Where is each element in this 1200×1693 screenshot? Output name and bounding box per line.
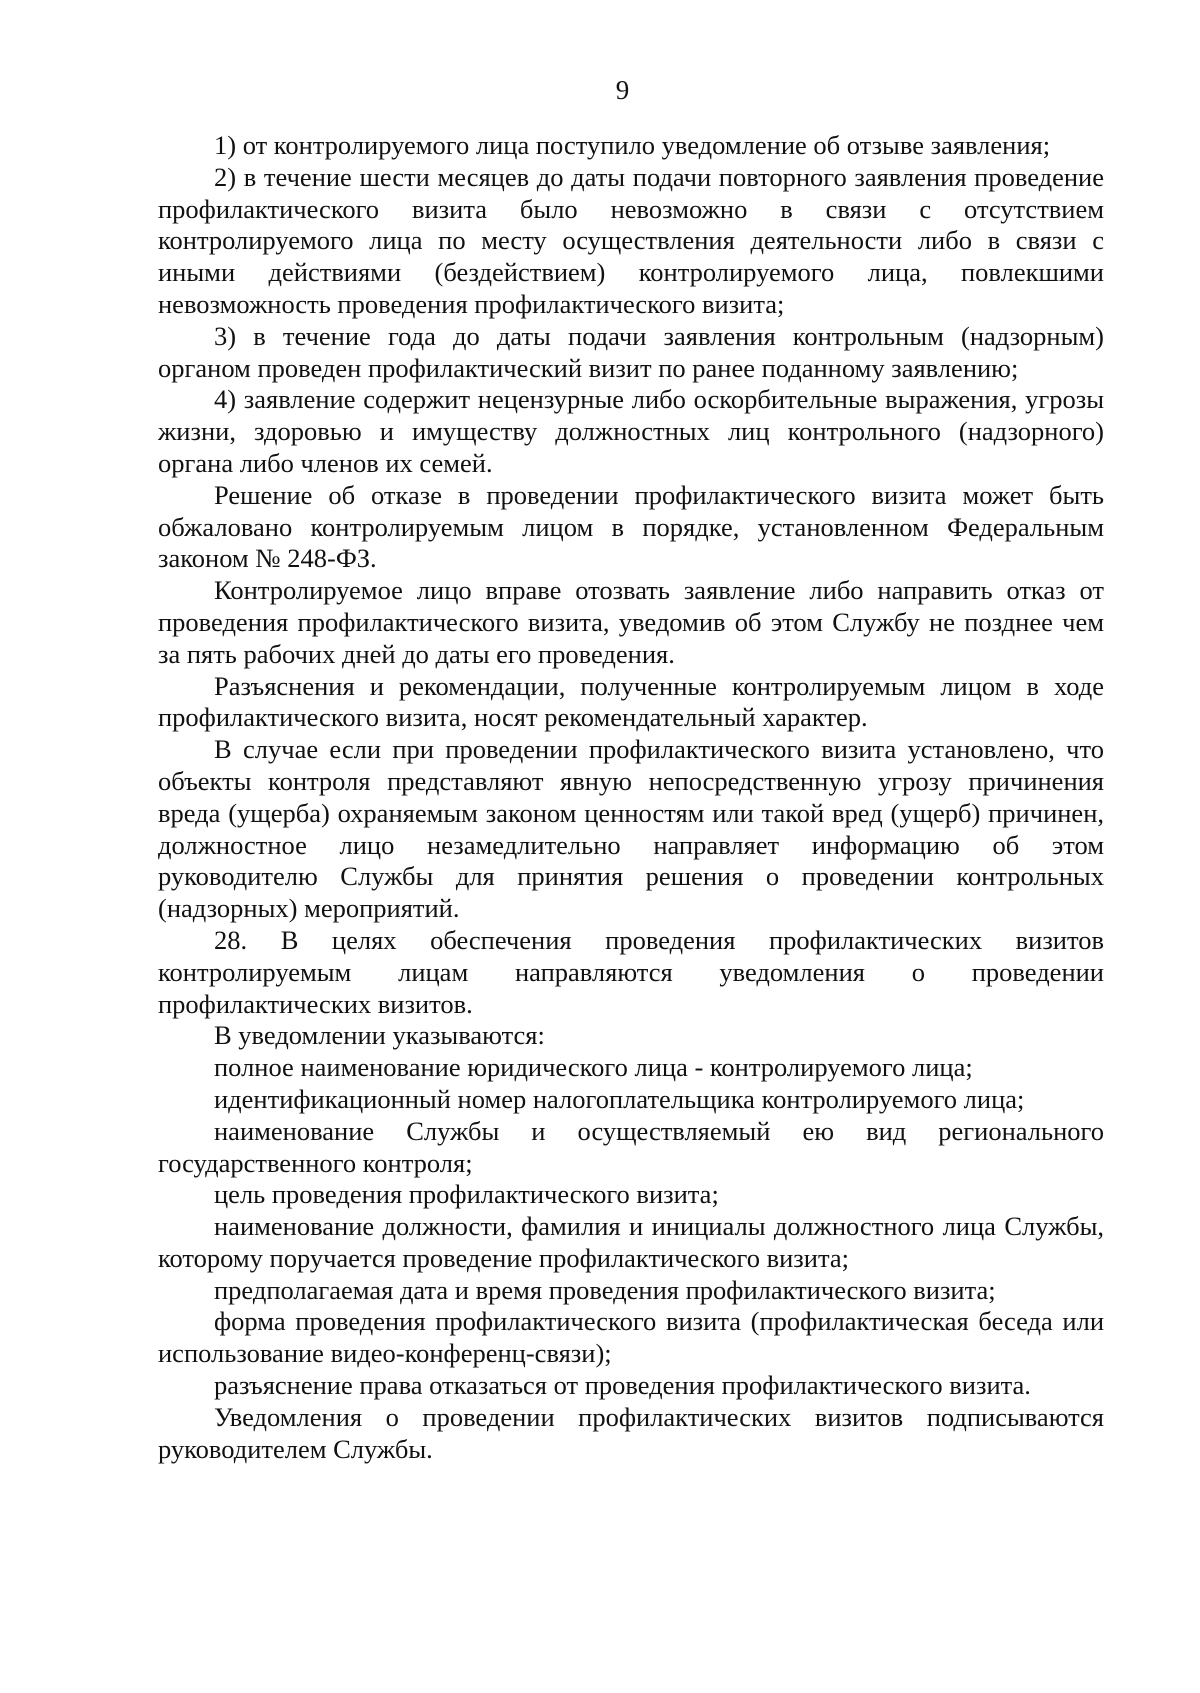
document-body <box>158 130 1104 1465</box>
paragraph-item-3-visit-within-year: 3) в течение года до даты подачи заявления контрольным (надзорным) органом проведен профилактический визит по ранее поданному заявлению; <box>158 320 1104 383</box>
page-number: 9 <box>615 75 630 105</box>
paragraph-threat-case: В случае если при проведении профилактического визита установлено, что объекты контроля представляют явную непосредственную угрозу причинения вреда (ущерба) охраняемым законом ценностям или такой вред (ущерб) причинен, должностное лицо незамедлительно направляет информацию об этом руководителю Службы для принятия решения о проведении контрольных (надзорных) мероприятий. <box>158 734 1104 924</box>
paragraph-clause-28: 28. В целях обеспечения проведения профилактических визитов контролируемым лицам направляются уведомления о проведении профилактических визитов. <box>158 924 1104 1019</box>
paragraph-item-4-offensive-content: 4) заявление содержит нецензурные либо оскорбительные выражения, угрозы жизни, здоровью и имуществу должностных лиц контрольного (надзорного) органа либо членов их семей. <box>158 384 1104 478</box>
notice-item-taxpayer-id: идентификационный номер налогоплательщика контролируемого лица; <box>214 1083 1025 1114</box>
notice-item-date-time: предполагаемая дата и время проведения профилактического визита; <box>214 1274 996 1305</box>
paragraph-withdraw-right: Контролируемое лицо вправе отозвать заявление либо направить отказ от проведения профилактического визита, уведомив об этом Службу не позднее чем за пять рабочих дней до даты его проведения. <box>158 575 1104 669</box>
paragraph-notice-contents-intro: В уведомлении указываются: <box>214 1020 545 1051</box>
paragraph-item-1-withdrawal-notice: 1) от контролируемого лица поступило уведомление об отзыве заявления; <box>214 130 1051 160</box>
notice-item-legal-entity-name: полное наименование юридического лица - контролируемого лица; <box>214 1052 973 1083</box>
notice-item-visit-purpose: цель проведения профилактического визита; <box>214 1179 719 1210</box>
notice-item-refusal-right: разъяснение права отказаться от проведения профилактического визита. <box>214 1370 1031 1401</box>
paragraph-item-2-visit-impossible: 2) в течение шести месяцев до даты подачи повторного заявления проведение профилактического визита было невозможно в связи с отсутствием контролируемого лица по месту осуществления деятельности либо в связи с иными действиями (бездействием) контролируемого лица, повлекшими невозможность проведения профилактического визита; <box>158 161 1104 319</box>
notice-item-visit-form: форма проведения профилактического визита (профилактическая беседа или использование видео-конференц-связи); <box>158 1306 1104 1369</box>
paragraph-refusal-appeal: Решение об отказе в проведении профилактического визита может быть обжаловано контролируемым лицом в порядке, установленном Федеральным законом № 248-ФЗ. <box>158 479 1104 574</box>
notice-item-official-details: наименование должности, фамилия и инициалы должностного лица Службы, которому поручается проведение профилактического визита; <box>158 1211 1104 1273</box>
paragraph-notices-signed: Уведомления о проведении профилактических визитов подписываются руководителем Службы. <box>158 1401 1104 1464</box>
notice-item-service-control-type: наименование Службы и осуществляемый ею вид регионального государственного контроля; <box>158 1115 1104 1178</box>
paragraph-recommendations: Разъяснения и рекомендации, полученные контролируемым лицом в ходе профилактического визита, носят рекомендательный характер. <box>158 670 1104 733</box>
